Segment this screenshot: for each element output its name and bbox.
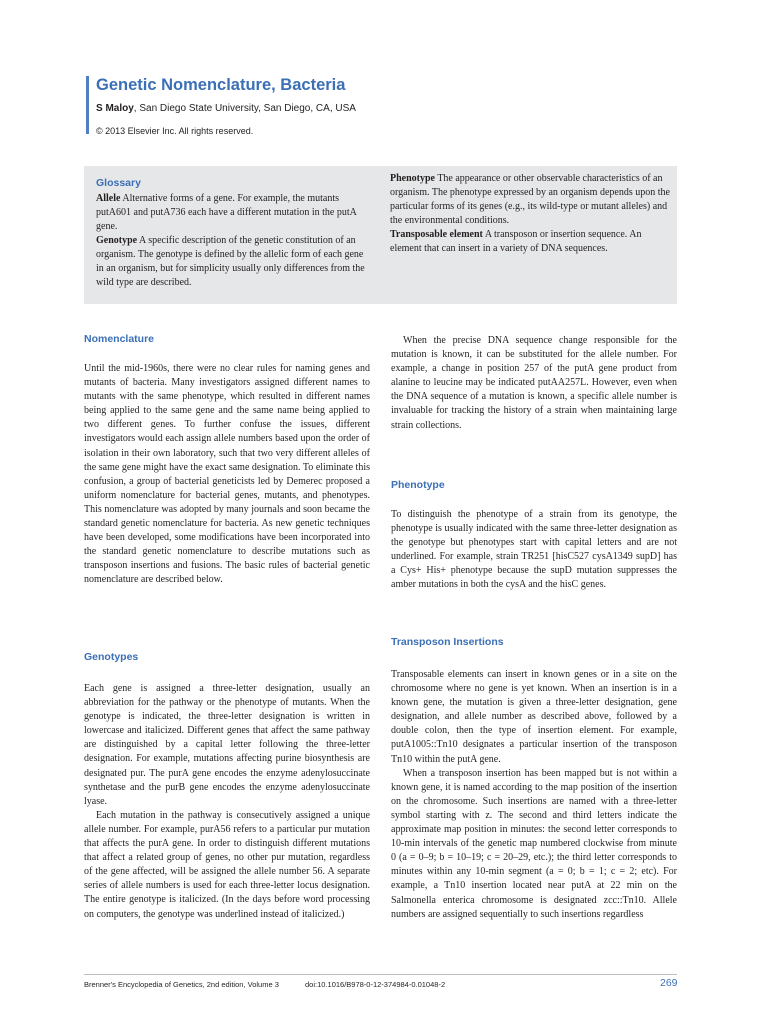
glossary-definition: The appearance or other observable characteristics of an organism. The phenotype expressed by an organism depends upon the particular forms of its genes (e.g., its wild-type or mutant alleles) and the environmental conditions.: [390, 173, 670, 226]
glossary-column-left: [96, 176, 366, 290]
article-title: Genetic Nomenclature, Bacteria: [96, 76, 346, 94]
section-heading-nomenclature: Nomenclature: [84, 333, 155, 345]
copyright-notice: © 2013 Elsevier Inc. All rights reserved.: [96, 126, 254, 136]
page-number: 269: [660, 977, 678, 989]
glossary-title: Glossary: [96, 177, 141, 189]
transposon-body: [391, 668, 677, 922]
glossary-column-right: [390, 172, 670, 256]
glossary-definition: A transposon or insertion sequence. An element that can insert in a variety of DNA sequences.: [390, 229, 642, 254]
section-heading-phenotype: Phenotype: [391, 479, 445, 491]
author-line: [96, 103, 356, 114]
paragraph: When the precise DNA sequence change responsible for the mutation is known, it can be substituted for the allele number. For example, a change in position 257 of the putA gene product from alanine to leucine may be indicated putAA257L. However, even when the DNA sequence of a mutation is known, a specific allele number is invaluable for tracking the history of a strain when maintaining large strain collections.: [391, 335, 677, 431]
genotypes-body: [84, 682, 370, 922]
footer-source: Brenner's Encyclopedia of Genetics, 2nd edition, Volume 3: [84, 980, 279, 989]
paragraph: When a transposon insertion has been mapped but is not within a known gene, it is named according to the map position of the insertion on the chromosome. Such insertions are named with a three-letter symbol starting with z. The second and third letters indicate the approximate map position in minutes: the second letter corresponds to 10-min intervals of the genetic map numbered clockwise from minute 0 (a = 0–9; b = 10–19; c = 20–29, etc.); the third letter corresponds to minutes within any 10-min segment (a = 0; b = 1; c = 2; etc). For example, a Tn10 insertion located near putA at 22 min on the Salmonella enterica chromosome is designated zcc::Tn10. Allele numbers are assigned sequentially to such insertions regardless: [391, 767, 677, 920]
mutation-sequence-body: [391, 334, 677, 433]
glossary-term: Transposable element: [390, 229, 483, 240]
paragraph: To distinguish the phenotype of a strain from its genotype, the phenotype is usually indicated with the same three-letter designation as the genotype but phenotypes start with capital letters and are not underlined. For example, strain TR251 [hisC527 cysA1349 supD] has a Cys+ His+ phenotype because the supD mutation suppresses the amber mutations in both the cysA and the hisC genes.: [391, 509, 677, 591]
glossary-definition: A specific description of the genetic constitution of an organism. The genotype is defined by the allelic form of each gene in an organism, but for simplicity usually only differences from the wild type are described.: [96, 235, 365, 288]
title-accent-bar: [86, 76, 89, 134]
section-heading-genotypes: Genotypes: [84, 651, 139, 663]
glossary-definition: Alternative forms of a gene. For example, the mutants putA601 and putA736 each have a different mutation in the putA gene.: [96, 193, 357, 232]
glossary-entry-genotype: [96, 234, 366, 290]
author-name: S Maloy: [96, 103, 134, 114]
nomenclature-body: [84, 362, 370, 588]
glossary-entry-allele: [96, 192, 366, 234]
paragraph: Until the mid-1960s, there were no clear rules for naming genes and mutants of bacteria. Many investigators assigned different names to mutants with the same phenotype, which resulted in different names being applied to the same gene and the same name being applied to two different genes. To further confuse the issues, different investigators would each assign allele numbers based upon the order of isolation in their own laboratory, such that two very different alleles of the same gene might have the exact same designation. To eliminate this confusion, a group of bacterial geneticists led by Demerec proposed a uniform nomenclature for bacterial genes, mutants, and phenotypes. This nomenclature was adopted by many journals and soon became the standard genetic nomenclature for bacteria. As new genetic techniques have been developed, some modifications have been incorporated into the standard genetic nomenclature to describe mutations such as transposon insertions and fusions. The basic rules of bacterial genetic nomenclature are described below.: [84, 363, 370, 586]
author-affiliation: , San Diego State University, San Diego, CA, USA: [133, 103, 356, 114]
footer-divider: [84, 974, 677, 975]
glossary-box: [84, 166, 677, 304]
paragraph: Each gene is assigned a three-letter designation, usually an abbreviation for the pathway or the phenotype of mutants. When the genotype is indicated, the three-letter designation is written in lowercase and italicized. Different genes that affect the same pathway are distinguished by a capital letter following the three-letter designation. For example, mutations affecting purine biosynthesis are designated pur. The purA gene encodes the enzyme adenylosuccinate synthetase and the purB gene encodes the enzyme adenylosuccinate lyase.: [84, 683, 370, 807]
footer-doi: doi:10.1016/B978-0-12-374984-0.01048-2: [305, 980, 446, 989]
glossary-term: Phenotype: [390, 173, 435, 184]
glossary-entry-transposable-element: [390, 228, 670, 256]
phenotype-body: [391, 508, 677, 593]
glossary-term: Allele: [96, 193, 121, 204]
glossary-entry-phenotype: [390, 172, 670, 228]
paragraph: Each mutation in the pathway is consecutively assigned a unique allele number. For example, purA56 refers to a particular pur mutation that affects the purA gene. In order to distinguish different mutations that affect a related group of genes, no other pur mutation, regardless of the gene affected, will be assigned the allele number 56. A separate series of allele numbers is used for each three-letter locus designation. The entire genotype is italicized. (In the days before word processing on computers, the genotype was underlined instead of italicized.): [84, 809, 370, 920]
section-heading-transposon-insertions: Transposon Insertions: [391, 636, 504, 648]
paragraph: Transposable elements can insert in known genes or in a site on the chromosome where no gene is yet known. When an insertion is in a known gene, the mutation is given a three-letter designation, gene designation, and allele number as described above, followed by a double colon, then the type of insertion element. For example, putA1005::Tn10 designates a particular insertion of the transposon Tn10 within the putA gene.: [391, 669, 677, 765]
glossary-term: Genotype: [96, 235, 138, 246]
